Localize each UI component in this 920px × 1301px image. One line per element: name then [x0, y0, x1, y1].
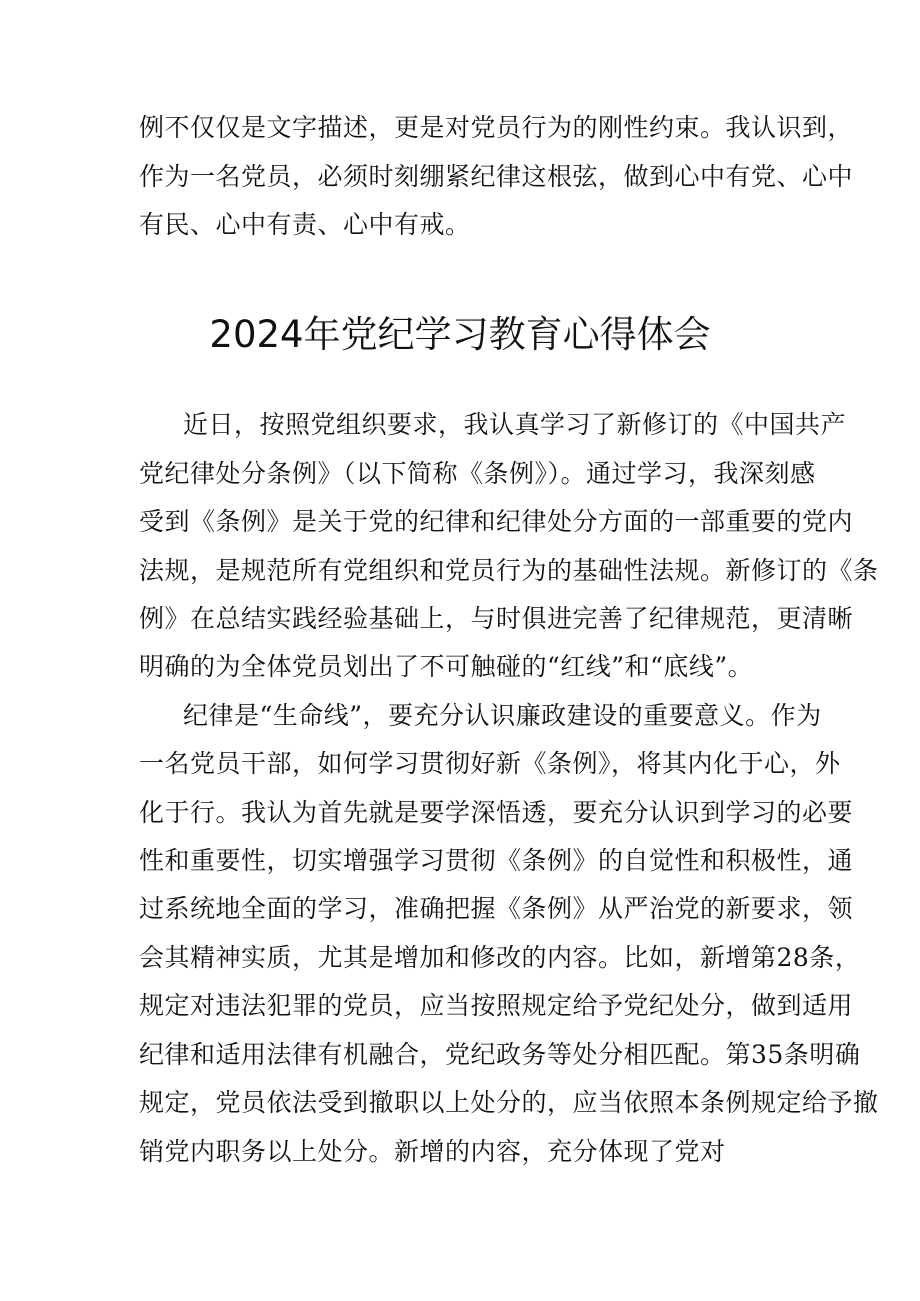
paragraph2-line: 规定，党员依法受到撤职以上处分的，应当依照本条例规定给予撤 [139, 1088, 879, 1117]
paragraph2-line: 一名党员干部，如何学习贯彻好新《条例》，将其内化于心，外 [139, 749, 841, 778]
paragraph2-line: 纪律是“生命线”，要充分认识廉政建设的重要意义。作为 [183, 701, 822, 730]
paragraph2-line: 化于行。我认为首先就是要学深悟透，要充分认识到学习的必要 [139, 798, 854, 827]
top-fragment-line: 例不仅仅是文字描述，更是对党员行为的刚性约束。我认识到， [139, 113, 854, 142]
top-fragment-line: 有民、心中有责、心中有戒。 [139, 210, 471, 239]
paragraph2-line: 纪律和适用法律有机融合，党纪政务等处分相匹配。第35条明确 [139, 1040, 861, 1069]
paragraph1-line: 例》在总结实践经验基础上，与时俱进完善了纪律规范，更清晰 [139, 604, 854, 633]
article-title: 2024年党纪学习教育心得体会 [209, 313, 711, 356]
paragraph2-line: 会其精神实质，尤其是增加和修改的内容。比如，新增第28条， [139, 943, 861, 972]
paragraph1-line: 受到《条例》是关于党的纪律和纪律处分方面的一部重要的党内 [139, 507, 854, 536]
paragraph1-line: 党纪律处分条例》（以下简称《条例》）。通过学习，我深刻感 [139, 459, 816, 488]
paragraph1-line: 近日，按照党组织要求，我认真学习了新修订的《中国共产 [183, 410, 847, 439]
paragraph2-line: 规定对违法犯罪的党员，应当按照规定给予党纪处分，做到适用 [139, 991, 854, 1020]
paragraph2-line: 过系统地全面的学习，准确把握《条例》从严治党的新要求，领 [139, 894, 854, 923]
paragraph2-line: 性和重要性，切实增强学习贯彻《条例》的自觉性和积极性，通 [139, 846, 854, 875]
top-fragment-line: 作为一名党员，必须时刻绷紧纪律这根弦，做到心中有党、心中 [139, 162, 854, 191]
paragraph2-line: 销党内职务以上处分。新增的内容，充分体现了党对 [139, 1137, 726, 1166]
paragraph1-line: 明确的为全体党员划出了不可触碰的“红线”和“底线”。 [139, 652, 754, 681]
paragraph1-line: 法规，是规范所有党组织和党员行为的基础性法规。新修订的《条 [139, 556, 879, 585]
